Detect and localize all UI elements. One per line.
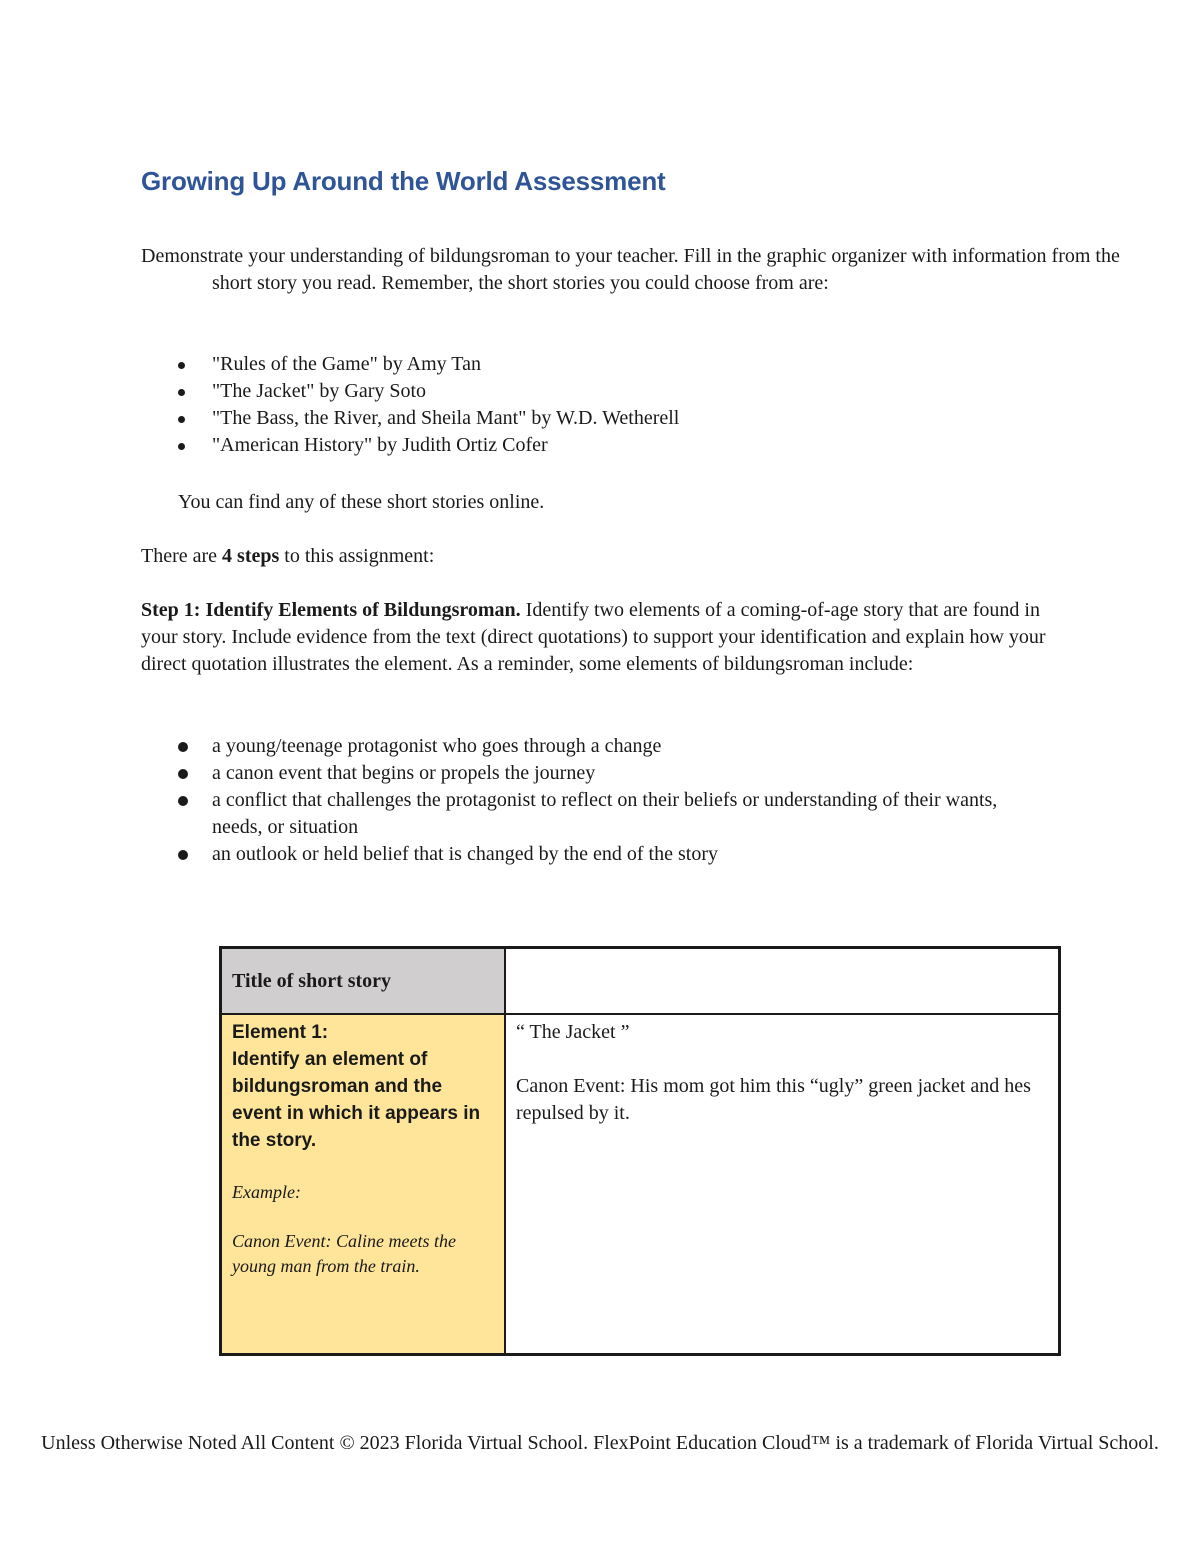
element1-prompt: Identify an element of bildungsroman and the event in which it appears in the story. xyxy=(232,1049,481,1151)
list-item: "Rules of the Game" by Amy Tan xyxy=(178,351,679,378)
find-note: You can find any of these short stories online. xyxy=(178,491,545,513)
bullet-icon xyxy=(178,443,185,450)
footer-copyright: Unless Otherwise Noted All Content © 2023 Florida Virtual School. FlexPoint Education Cloud™ is a trademark of Florida Virtual School. xyxy=(41,1432,1159,1454)
step1-heading: Step 1: Identify Elements of Bildungsroman. xyxy=(141,599,521,621)
answer-title: “ The Jacket ” xyxy=(516,1021,630,1043)
steps-line: There are 4 steps to this assignment: xyxy=(141,545,435,567)
title-label-cell: Title of short story xyxy=(221,948,506,1015)
bullet-icon xyxy=(178,850,188,860)
list-item: a conflict that challenges the protagonist to reflect on their beliefs or understanding of their wants, needs, or situation xyxy=(178,787,1038,841)
bullet-icon xyxy=(178,416,185,423)
list-item: "American History" by Judith Ortiz Cofer xyxy=(178,432,679,459)
bullet-icon xyxy=(178,362,185,369)
bullet-icon xyxy=(178,742,188,752)
answer-canon-event: Canon Event: His mom got him this “ugly” green jacket and hes repulsed by it. xyxy=(516,1075,1031,1124)
list-item: an outlook or held belief that is changed by the end of the story xyxy=(178,841,1038,868)
intro-paragraph: Demonstrate your understanding of bildungsroman to your teacher. Fill in the graphic organizer with information from the short story you read. Remember, the short stories you could choose from are: xyxy=(141,245,1120,294)
bullet-icon xyxy=(178,389,185,396)
title-answer-cell[interactable] xyxy=(505,948,1060,1015)
bullet-icon xyxy=(178,769,188,779)
list-item: "The Jacket" by Gary Soto xyxy=(178,378,679,405)
bullet-icon xyxy=(178,796,188,806)
example-text: Canon Event: Caline meets the young man from the train. xyxy=(232,1231,456,1276)
element1-heading: Element 1: xyxy=(232,1022,329,1043)
element-list xyxy=(178,733,1038,868)
table-row xyxy=(221,1014,1060,1355)
graphic-organizer-table xyxy=(219,946,1061,1356)
list-item: a young/teenage protagonist who goes through a change xyxy=(178,733,1038,760)
table-row xyxy=(221,948,1060,1015)
page-title: Growing Up Around the World Assessment xyxy=(141,166,666,196)
story-list xyxy=(178,351,679,459)
step1-paragraph: Step 1: Identify Elements of Bildungsroman. Identify two elements of a coming-of-age story that are found in your story. Include evidence from the text (direct quotations) to support your identification and explain how your direct quotation illustrates the element. As a reminder, some elements of bildungsroman include: xyxy=(141,599,1046,675)
element1-answer-cell[interactable] xyxy=(505,1014,1060,1355)
example-label: Example: xyxy=(232,1182,301,1202)
element1-label-cell xyxy=(221,1014,506,1355)
list-item: "The Bass, the River, and Sheila Mant" by W.D. Wetherell xyxy=(178,405,679,432)
list-item: a canon event that begins or propels the journey xyxy=(178,760,1038,787)
